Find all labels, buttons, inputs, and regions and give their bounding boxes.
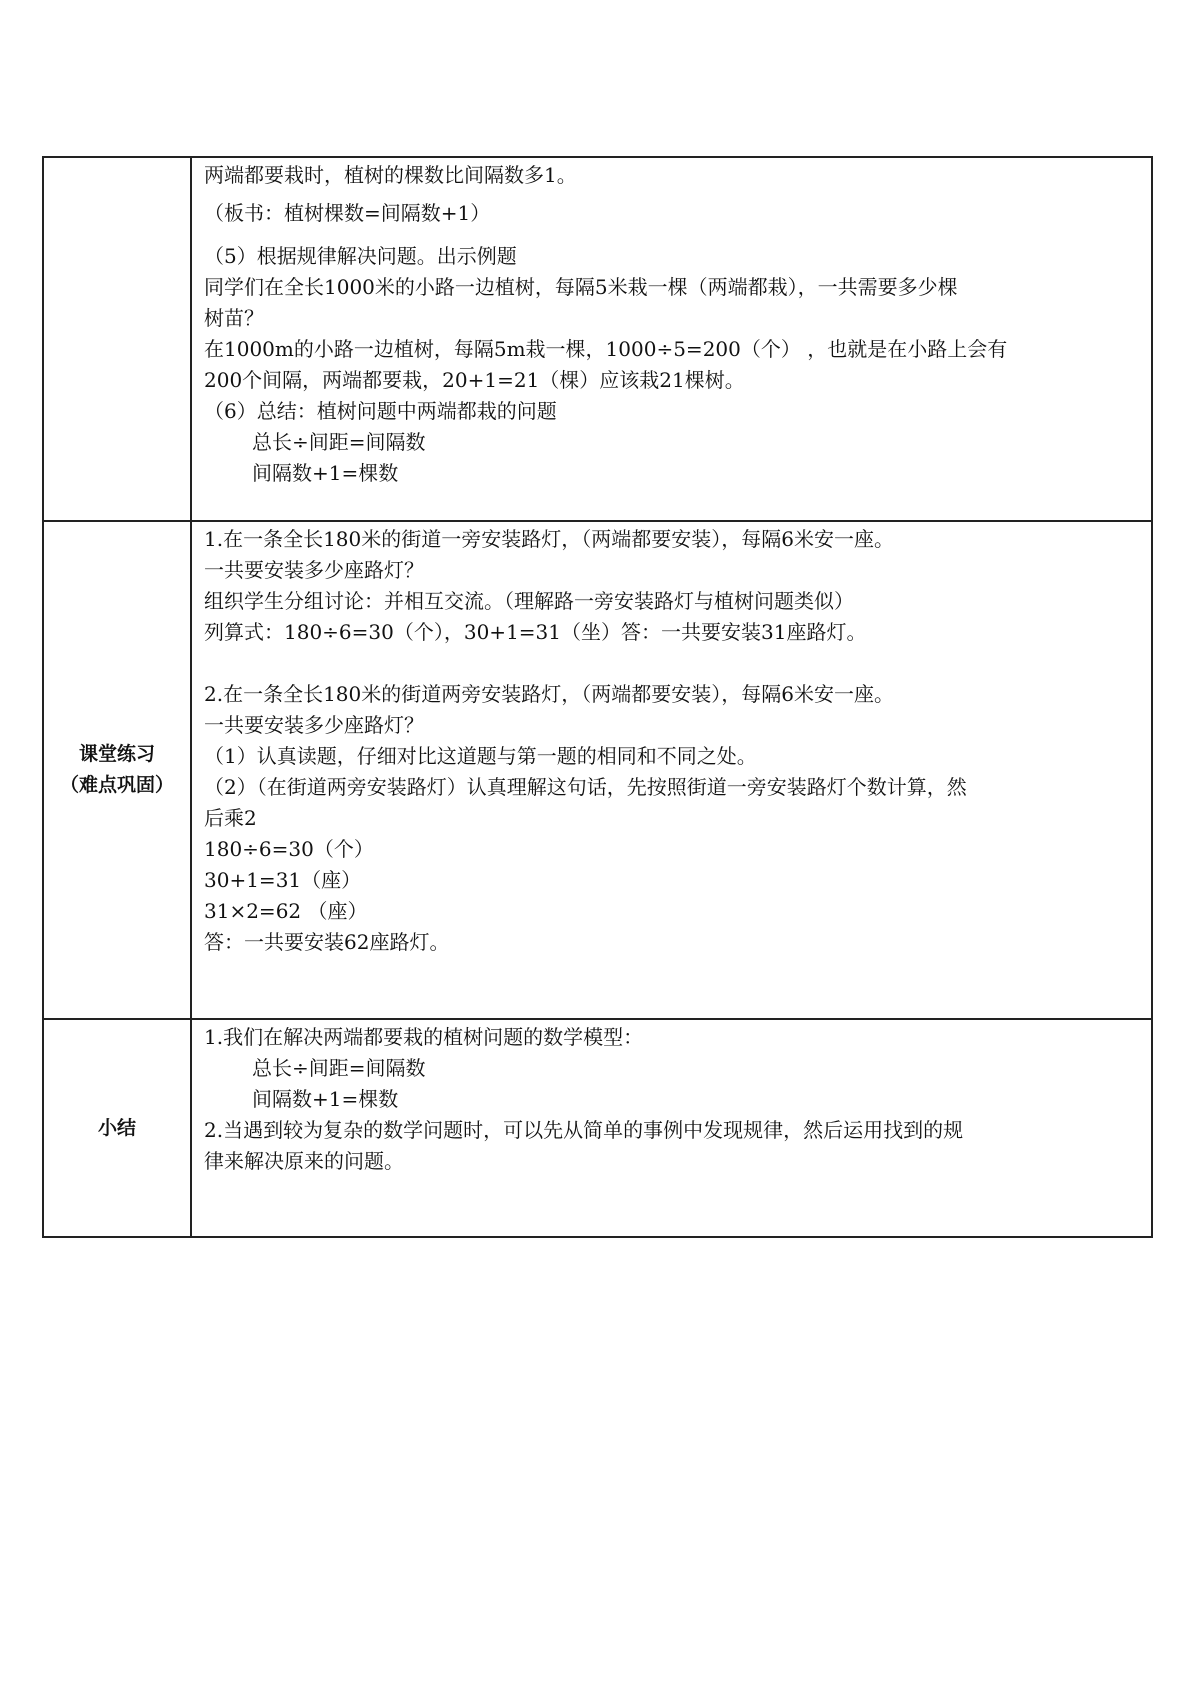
- row-content: [191, 521, 1152, 1019]
- text-line: 在1000m的小路一边植树，每隔5m栽一棵，1000÷5=200（个） ，也就是在小路上会有: [204, 337, 1008, 361]
- row-content: [191, 1019, 1152, 1237]
- text-line: 列算式：180÷6=30（个），30+1=31（坐）答：一共要安装31座路灯。: [204, 620, 867, 644]
- text-line: 树苗？: [204, 306, 264, 330]
- formula-line: 间隔数+1=棵数: [252, 1087, 399, 1111]
- lesson-plan-table: [42, 156, 1153, 1238]
- text-line: （2）（在街道两旁安装路灯）认真理解这句话，先按照街道一旁安装路灯个数计算，然: [204, 775, 967, 799]
- formula-line: 总长÷间距=间隔数: [252, 430, 426, 454]
- text-line: 律来解决原来的问题。: [204, 1149, 404, 1173]
- table-row: [43, 1019, 1152, 1237]
- text-line: 1.在一条全长180米的街道一旁安装路灯，（两端都要安装），每隔6米安一座。: [204, 527, 894, 551]
- text-line: 2.在一条全长180米的街道两旁安装路灯，（两端都要安装），每隔6米安一座。: [204, 682, 894, 706]
- text-line: （板书：植树棵数=间隔数+1）: [204, 201, 491, 225]
- text-line: （5）根据规律解决问题。出示例题: [204, 244, 517, 268]
- text-line: 1.我们在解决两端都要栽的植树问题的数学模型：: [204, 1025, 644, 1049]
- row-label-title: 小结: [97, 1116, 136, 1139]
- text-line: 一共要安装多少座路灯？: [204, 558, 424, 582]
- text-line: 一共要安装多少座路灯？: [204, 713, 424, 737]
- table-row: [43, 157, 1152, 521]
- text-line: 31×2=62 （座）: [204, 899, 368, 923]
- text-line: 组织学生分组讨论：并相互交流。（理解路一旁安装路灯与植树问题类似）: [204, 589, 854, 613]
- blank-line: [204, 648, 1139, 679]
- row-label-title: 课堂练习: [78, 743, 155, 765]
- row-label-classroom-practice: [43, 521, 191, 1019]
- formula-line: 总长÷间距=间隔数: [252, 1056, 426, 1080]
- table-row: [43, 521, 1152, 1019]
- row-label-subtitle: （难点巩固）: [59, 774, 174, 796]
- row-label-summary: [43, 1019, 191, 1237]
- text-line: （1）认真读题，仔细对比这道题与第一题的相同和不同之处。: [204, 744, 757, 768]
- text-line: 2.当遇到较为复杂的数学问题时，可以先从简单的事例中发现规律，然后运用找到的规: [204, 1118, 964, 1142]
- text-line: 30+1=31（座）: [204, 868, 362, 892]
- text-line: 180÷6=30（个）: [204, 837, 374, 861]
- text-line: （6）总结：植树问题中两端都栽的问题: [204, 399, 557, 423]
- formula-line: 间隔数+1=棵数: [252, 461, 399, 485]
- text-line: 后乘2: [204, 806, 257, 830]
- row-content: [191, 157, 1152, 521]
- text-line: 200个间隔，两端都要栽，20+1=21（棵）应该栽21棵树。: [204, 368, 745, 392]
- text-line: 两端都要栽时，植树的棵数比间隔数多1。: [204, 163, 577, 187]
- row-label-empty: [43, 157, 191, 521]
- text-line: 同学们在全长1000米的小路一边植树，每隔5米栽一棵（两端都栽），一共需要多少棵: [204, 275, 958, 299]
- text-line: 答：一共要安装62座路灯。: [204, 930, 450, 954]
